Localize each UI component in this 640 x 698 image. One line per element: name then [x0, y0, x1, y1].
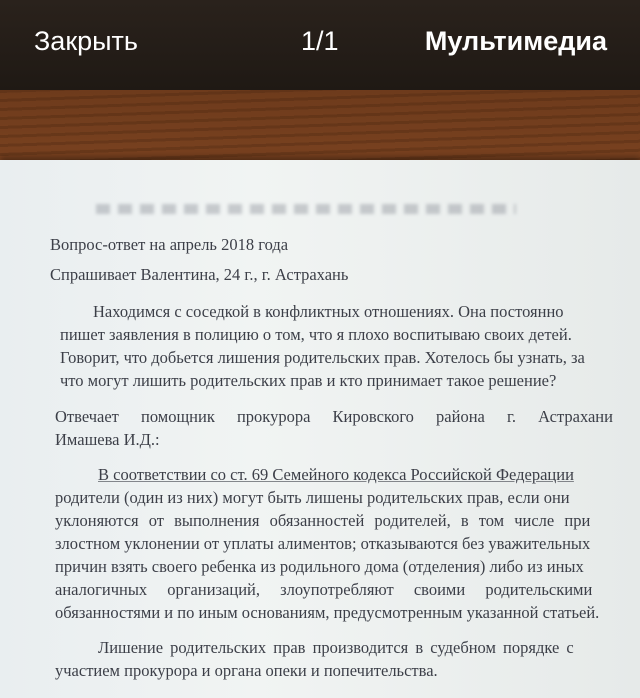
paper-sheet	[0, 160, 640, 698]
faded-header-marks	[96, 204, 516, 214]
question-line: что могут лишить родительских прав и кто принимает такое решение?	[60, 371, 557, 390]
answer-line: уклоняются от выполнения обязанностей родителей, в том числе при	[55, 511, 591, 530]
question-line: пишет заявления в полицию о том, что я плохо воспитываю своих детей.	[60, 325, 572, 344]
answer-line: аналогичных организаций, злоупотребляют своими родительскими	[55, 580, 593, 599]
image-counter: 1/1	[301, 26, 339, 56]
asker-line: Спрашивает Валентина, 24 г., г. Астрахань	[50, 265, 349, 284]
question-line: Говорит, что добьется лишения родительских прав. Хотелось бы узнать, за	[60, 348, 585, 367]
answer-line: обязанностями и по иным основаниям, предусмотренным указанной статьей.	[55, 603, 600, 622]
viewer-title: Мультимедиа	[424, 26, 607, 56]
document-photo	[0, 90, 640, 698]
document-heading: Вопрос-ответ на апрель 2018 года	[50, 235, 289, 254]
media-viewer-header	[0, 0, 640, 90]
answer-line: В соответствии со ст. 69 Семейного кодекса Российской Федерации	[98, 465, 574, 484]
answer-line: родители (один из них) могут быть лишены родительских прав, если они	[55, 488, 570, 507]
answer-line: причин взять своего ребенка из родильного дома (отделения) либо из иных	[55, 557, 584, 576]
final-line: Лишение родительских прав производится в судебном порядке с	[98, 638, 574, 657]
final-line: участием прокурора и органа опеки и попечительства.	[55, 661, 438, 680]
answerer-line: Имашева И.Д.:	[55, 430, 160, 449]
question-line: Находимся с соседкой в конфликтных отношениях. Она постоянно	[93, 302, 564, 321]
answerer-line: Отвечает помощник прокурора Кировского района г. Астрахани	[55, 407, 613, 426]
close-button[interactable]: Закрыть	[34, 26, 138, 56]
answer-line: злостном уклонении от уплаты алиментов; отказываются без уважительных	[55, 534, 591, 553]
